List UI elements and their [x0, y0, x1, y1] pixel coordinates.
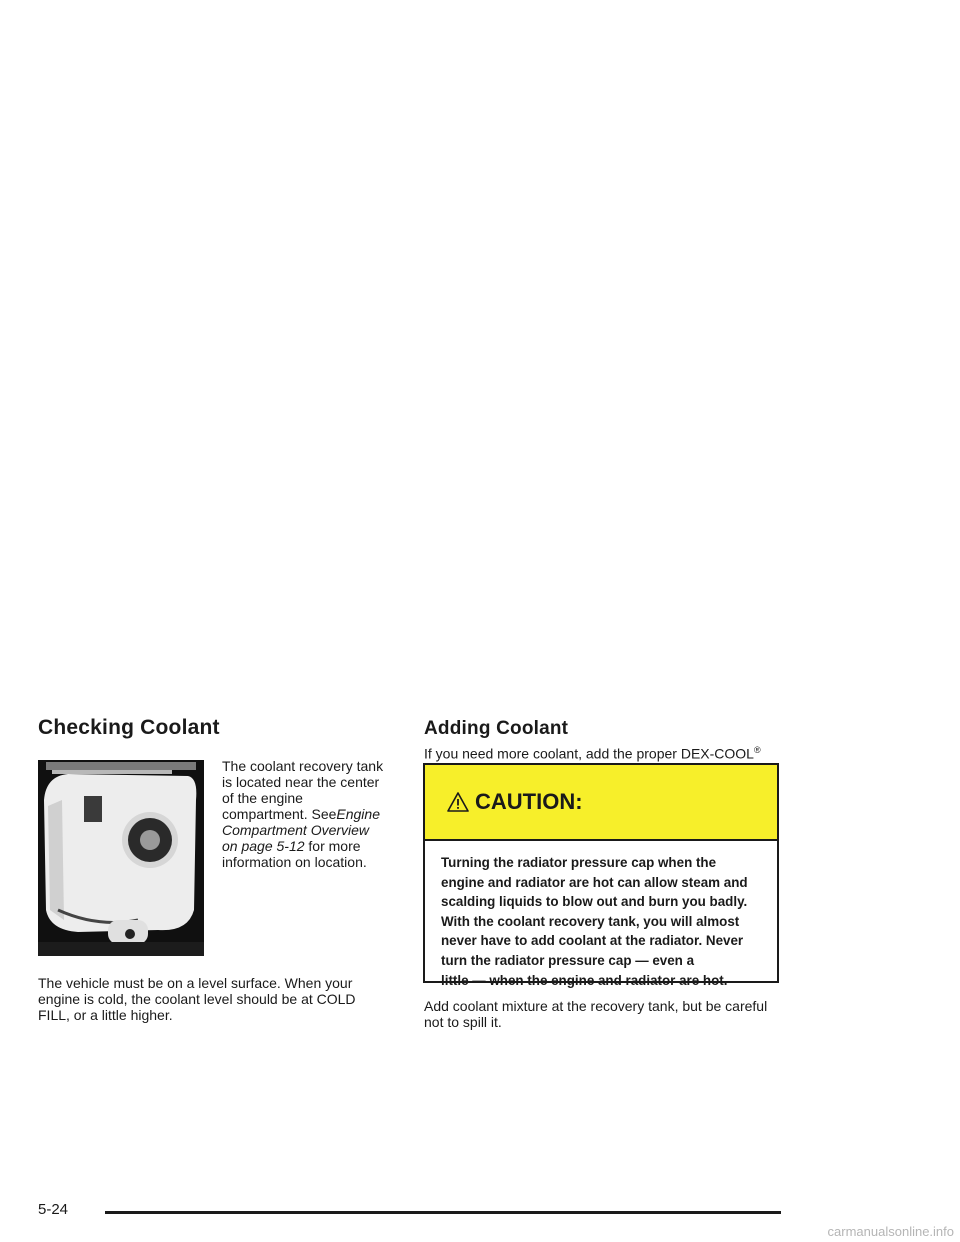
after-line: not to spill it.: [424, 1014, 502, 1030]
caution-line: never have to add coolant at the radiator. Never: [441, 933, 744, 949]
side-line: compartment. See: [222, 806, 337, 822]
heading-adding-coolant: Adding Coolant: [424, 718, 569, 739]
caution-title: CAUTION:: [475, 789, 583, 814]
para-line: engine is cold, the coolant level should be at COLD: [38, 991, 356, 1007]
heading-checking-coolant: Checking Coolant: [38, 716, 220, 739]
caution-line: scalding liquids to blow out and burn you badly.: [441, 894, 748, 910]
coolant-tank-photo: [38, 760, 204, 956]
page-number: 5-24: [38, 1201, 69, 1218]
side-paragraph: [222, 758, 392, 870]
link-engine-compartment-line2[interactable]: Compartment Overview: [222, 822, 370, 838]
warning-triangle-icon: [447, 791, 469, 813]
link-engine-compartment[interactable]: Engine: [336, 806, 380, 822]
para-line: FILL, or a little higher.: [38, 1007, 173, 1023]
after-line: Add coolant mixture at the recovery tank, but be careful: [424, 998, 768, 1014]
after-paragraph: [424, 998, 784, 1030]
caution-text: [425, 841, 777, 990]
footer-rule: [105, 1211, 781, 1214]
registered-mark: ®: [753, 745, 761, 755]
level-paragraph: [38, 975, 398, 1023]
side-line: of the engine: [222, 790, 303, 806]
side-line: information on location.: [222, 854, 367, 870]
caution-line: turn the radiator pressure cap — even a: [441, 952, 695, 968]
caution-line: little — when the engine and radiator are hot.: [441, 972, 728, 988]
para-line: The vehicle must be on a level surface. When your: [38, 975, 353, 991]
coolant-tank-image: [38, 760, 204, 956]
caution-line: With the coolant recovery tank, you will almost: [441, 913, 740, 929]
caution-line: Turning the radiator pressure cap when the: [441, 855, 717, 870]
caution-line: engine and radiator are hot can allow steam and: [441, 874, 748, 890]
link-page-reference[interactable]: on page 5-12: [222, 838, 305, 854]
side-line: The coolant recovery tank: [222, 758, 384, 774]
intro-line: If you need more coolant, add the proper DEX-COOL: [424, 745, 754, 762]
side-line: is located near the center: [222, 774, 380, 790]
caution-box: [423, 763, 779, 988]
watermark: carmanualsonline.info: [827, 1224, 954, 1239]
caution-header: [425, 765, 777, 841]
side-line: for more: [304, 838, 361, 854]
